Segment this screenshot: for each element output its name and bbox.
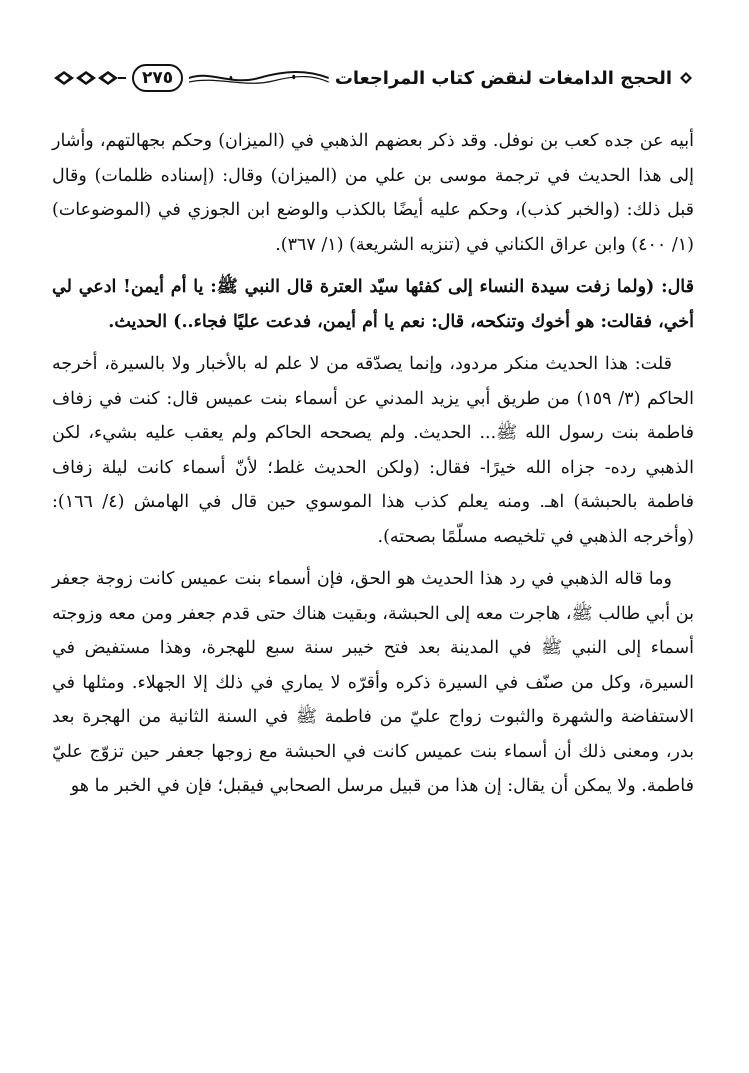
header-end-ornament-icon (52, 68, 126, 88)
paragraph-4: وما قاله الذهبي في رد هذا الحديث هو الحق، فإن أسماء بنت عميس كانت زوجة جعفر بن أبي طالب ﷺ، هاجرت معه إلى الحبشة، وبقيت هناك حتى قدم جعفر ومن معه وزوجته أسماء إلى النبي ﷺ في المدينة بعد فتح خيبر سنة سبع للهجرة، وهذا مستفيض في السيرة، وكل من صنّف في السيرة ذكره وأقرّه لا يماري في ذلك إلا الجهلاء. ومثلها في الاستفاضة والشهرة والثبوت زواج عليّ من فاطمة ﷺ في السنة الثانية من الهجرة بعد بدر، ومعنى ذلك أن أسماء بنت عميس كانت في الحبشة مع زوجها جعفر حين تزوّج عليّ فاطمة. ولا يمكن أن يقال: إن هذا من قبيل مرسل الصحابي فيقبل؛ فإن في الخبر ما هو (52, 569, 694, 796)
running-header (52, 58, 694, 98)
page-number: ٢٧٥ (132, 64, 183, 92)
header-flourish-icon (189, 66, 329, 90)
paragraph-3: قلت: هذا الحديث منكر مردود، وإنما يصدّقه من لا علم له بالأخبار ولا بالسيرة، أخرجه الحاكم (٣/ ١٥٩) من طريق أبي يزيد المدني عن أسماء بنت عميس قال: كنت في زفاف فاطمة بنت رسول الله ﷺ... الحديث. ولم يصححه الحاكم ولم يعقب عليه بشيء، لكن الذهبي رده- جزاه الله خيرًا- فقال: (ولكن الحديث غلط؛ لأنّ أسماء كانت ليلة زفاف فاطمة بالحبشة) اهـ. ومنه يعلم كذب هذا الموسوي حين قال في الهامش (٤/ ١٦٦): (وأخرجه الذهبي في تلخيصه مسلّمًا بصحته). (52, 354, 694, 547)
header-bullet-ornament-icon (678, 70, 694, 86)
page-body (52, 124, 694, 804)
header-title: الحجج الدامغات لنقض كتاب المراجعات (334, 67, 672, 89)
paragraph-1: أبيه عن جده كعب بن نوفل. وقد ذكر بعضهم الذهبي في (الميزان) وحكم بجهالتهم، وأشار إلى هذا الحديث في ترجمة موسى بن علي من (الميزان) وقال: (إسناده ظلمات) وقال قبل ذلك: (والخبر كذب)، وحكم عليه أيضًا بالكذب والوضع ابن الجوزي في (الموضوعات) (١/ ٤٠٠) وابن عراق الكناني في (تنزيه الشريعة) (١/ ٣٦٧). (52, 131, 694, 255)
paragraph-2-quote: قال: (ولما زفت سيدة النساء إلى كفئها سيّد العترة قال النبي ﷺ: يا أم أيمن! ادعي لي أخي، فقالت: هو أخوك وتنكحه، قال: نعم يا أم أيمن، فدعت عليًا فجاء..) الحديث. (52, 277, 694, 332)
